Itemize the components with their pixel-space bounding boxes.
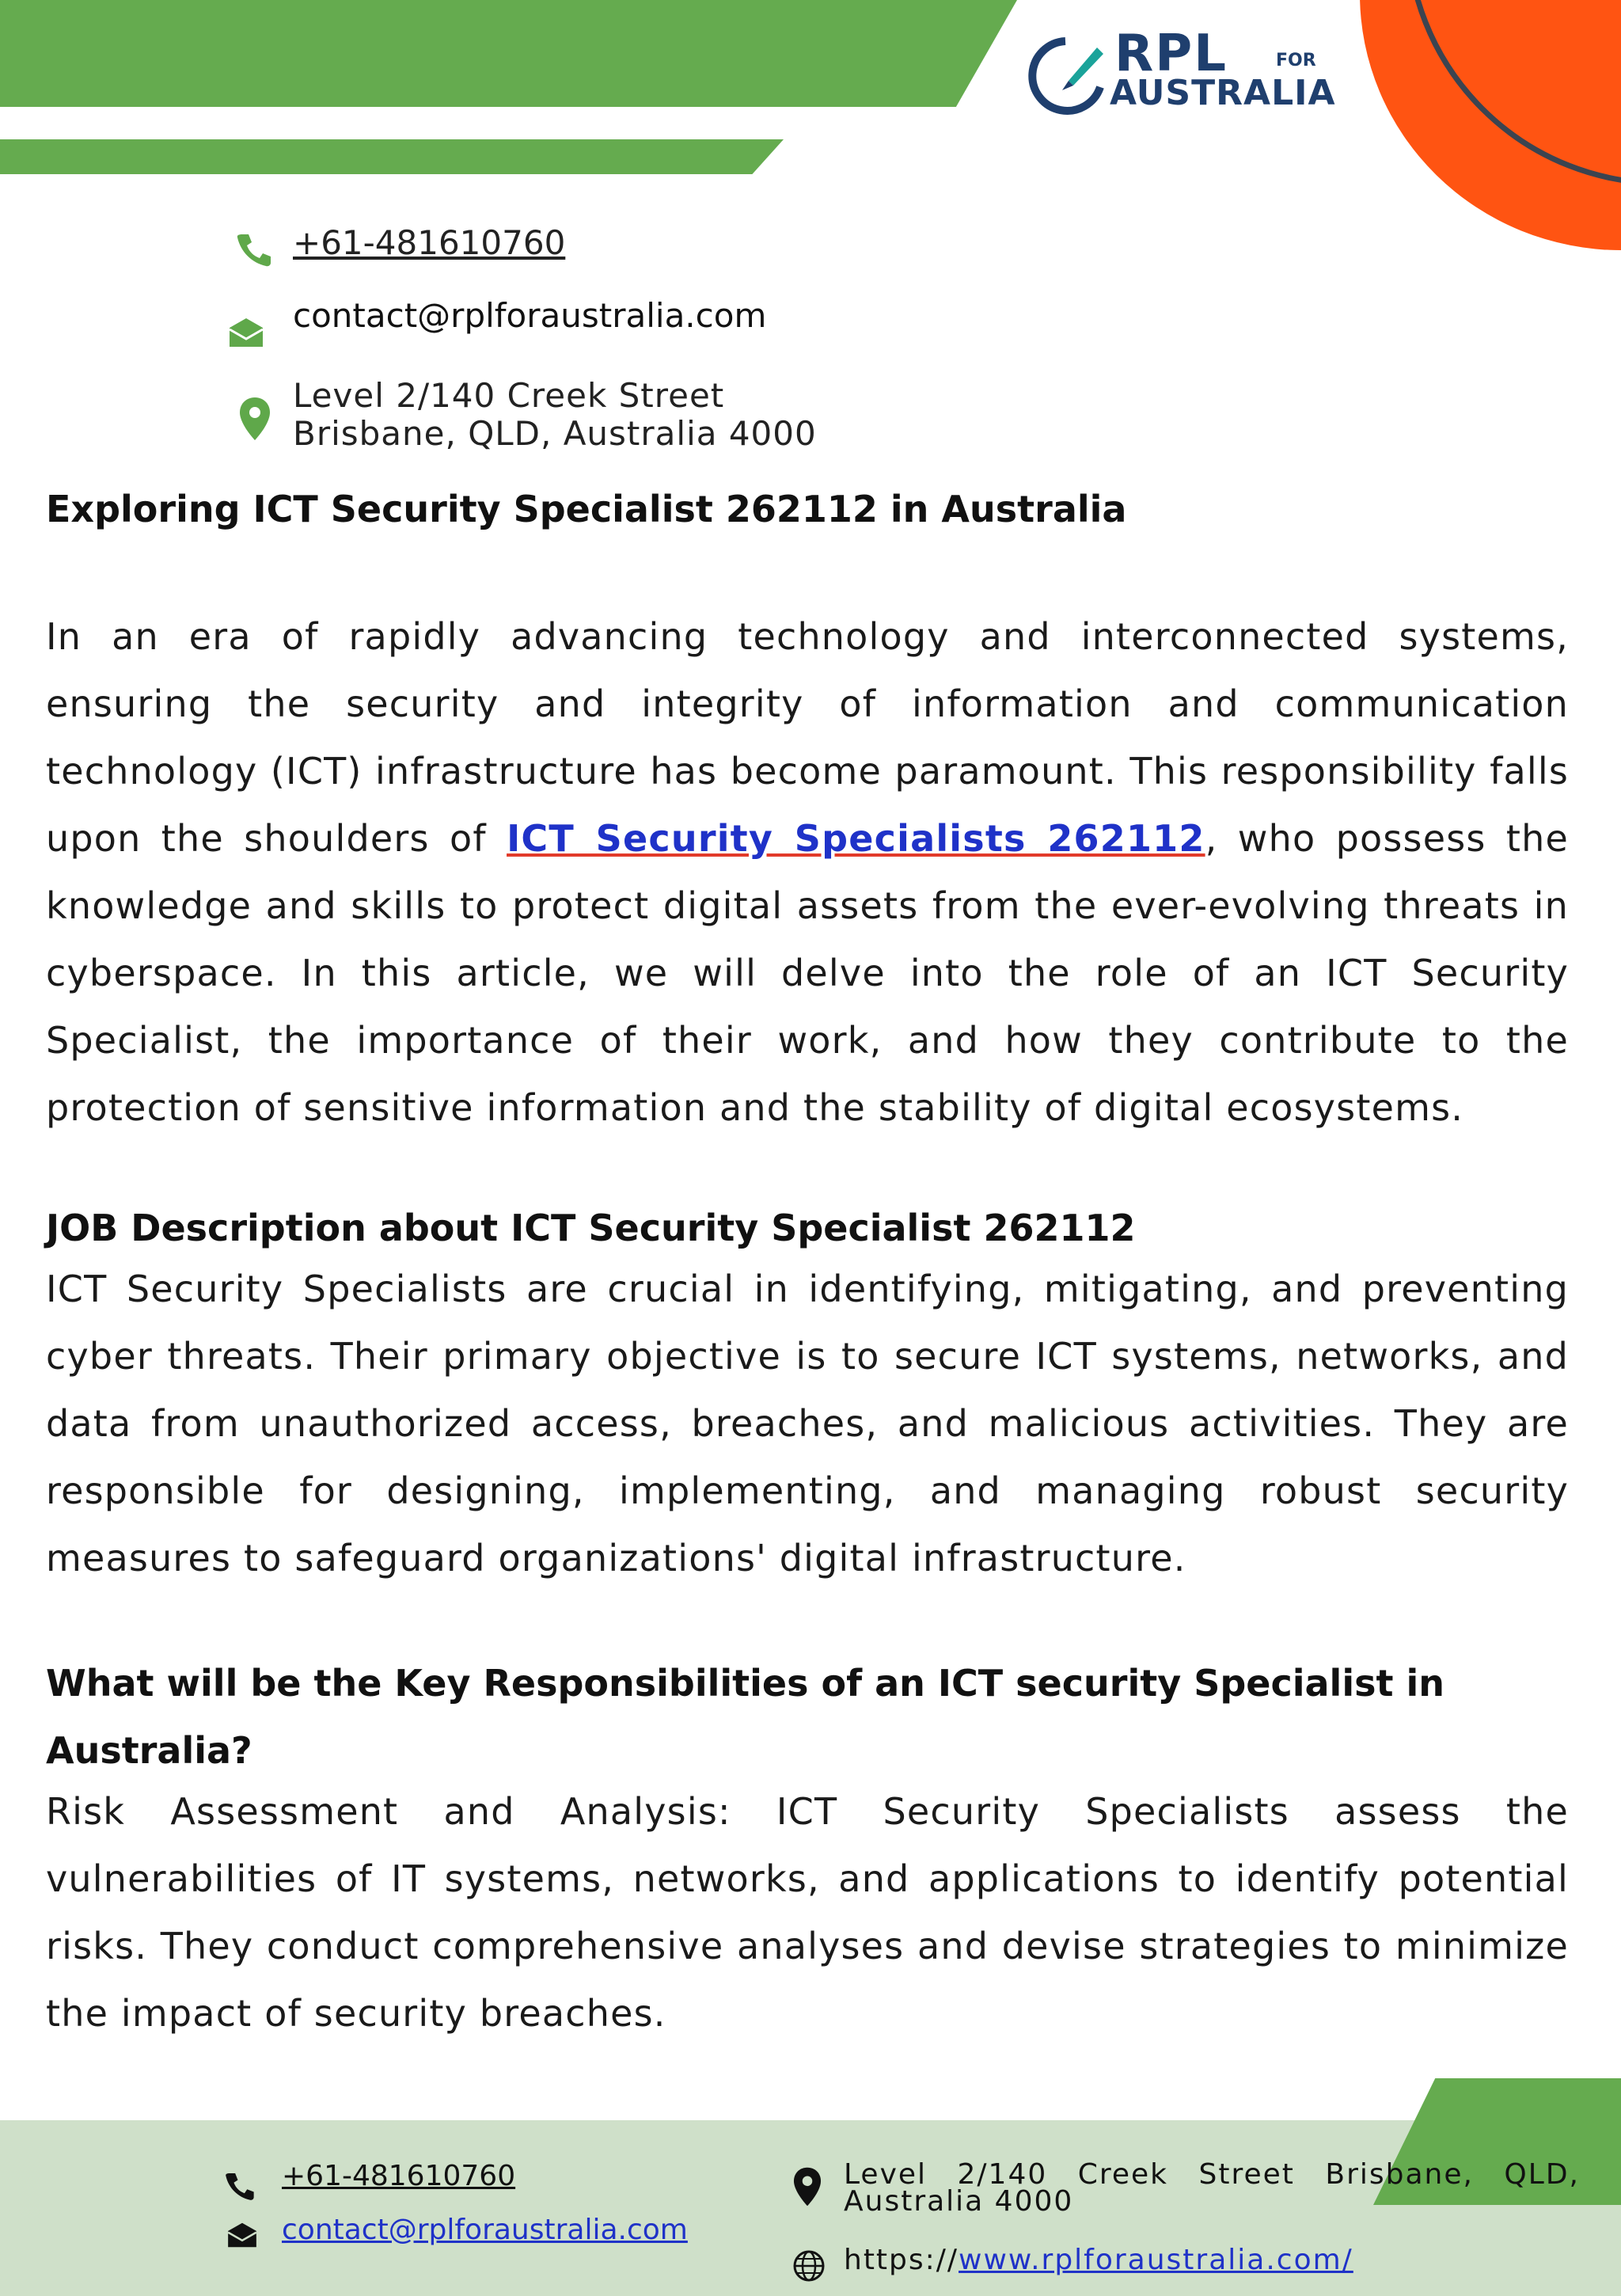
header-green-band <box>0 0 1017 107</box>
mail-icon <box>226 2222 258 2248</box>
job-description-heading: JOB Description about ICT Security Specialist 262112 <box>46 1207 1136 1249</box>
phone-icon <box>223 2169 256 2203</box>
intro-paragraph <box>46 603 1569 1142</box>
pen-nib-icon <box>1021 32 1110 120</box>
location-pin-icon <box>237 396 272 442</box>
address-line-2: Brisbane, QLD, Australia 4000 <box>293 414 817 453</box>
logo-rpl-text: RPL <box>1114 25 1228 83</box>
location-pin-icon <box>792 2166 823 2207</box>
job-description-paragraph: ICT Security Specialists are crucial in identifying, mitigating, and preventing cyber threats. Their primary objective is to secure ICT systems, networks, and data from unauthorized access, breaches, and malicious activities. They are responsible for designing, implementing, and managing robust security measures to safeguard organizations' digital infrastructure. <box>46 1268 1569 1579</box>
header-email-link[interactable]: contact@rplforaustralia.com <box>293 296 767 335</box>
header-phone-link[interactable]: +61-481610760 <box>293 223 566 262</box>
mail-icon <box>228 317 264 348</box>
header-address <box>293 377 817 453</box>
address-line-1: Level 2/140 Creek Street <box>293 376 725 415</box>
footer-website <box>844 2244 1353 2276</box>
phone-icon <box>234 230 274 269</box>
globe-icon <box>792 2248 826 2283</box>
intro-text-before: In an era of rapidly advancing technology and interconnected systems, ensuring the security and integrity of information and communication technology (ICT) infrastructure has become paramount. This responsibility falls upon the shoulders of <box>46 615 1569 860</box>
company-logo[interactable] <box>1021 25 1336 122</box>
logo-australia-text: AUSTRALIA <box>1110 73 1336 113</box>
footer-address: Level 2/140 Creek Street Brisbane, QLD, Australia 4000 <box>844 2158 1580 2218</box>
header-green-stripe <box>0 139 784 174</box>
intro-text-after: , who possess the knowledge and skills to protect digital assets from the ever-evolving threats in cyberspace. In this article, we will delve into the role of an ICT Security Specialist, the importance of their work, and how they contribute to the protection of sensitive information and the stability of digital ecosystems. <box>46 817 1569 1129</box>
footer-email-link[interactable]: contact@rplforaustralia.com <box>282 2214 688 2246</box>
footer-website-link[interactable]: www.rplforaustralia.com/ <box>959 2244 1353 2276</box>
ict-security-specialists-link[interactable]: ICT Security Specialists 262112 <box>507 817 1205 860</box>
footer-phone-link[interactable]: +61-481610760 <box>282 2160 516 2192</box>
risk-assessment-paragraph: Risk Assessment and Analysis: ICT Security Specialists assess the vulnerabilities of IT systems, networks, and applications to identify potential risks. They conduct comprehensive analyses and devise strategies to minimize the impact of security breaches. <box>46 1790 1569 2035</box>
article-title: Exploring ICT Security Specialist 262112 in Australia <box>46 488 1127 530</box>
logo-for-text: FOR <box>1276 51 1316 70</box>
key-responsibilities-heading: What will be the Key Responsibilities of an ICT security Specialist in Australia? <box>46 1662 1444 1772</box>
website-prefix: https:// <box>844 2244 959 2276</box>
